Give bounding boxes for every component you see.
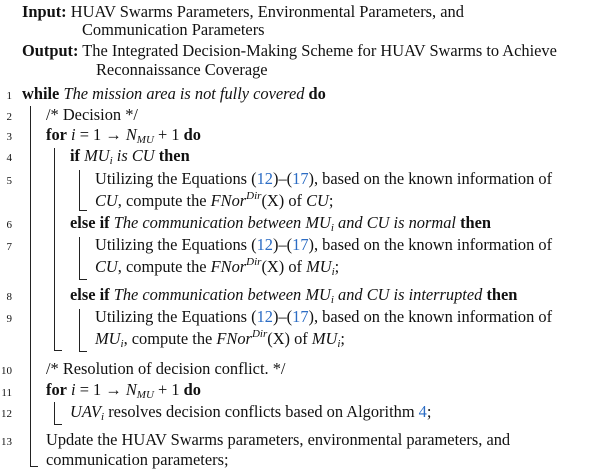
else-if-interrupted-line: else if The communication between $MU_i$ and CU is interrupted then (70, 285, 518, 306)
eq17-link[interactable]: 17 (292, 169, 309, 188)
line-number: 11 (1, 387, 12, 399)
input-line-2: Communication Parameters (82, 20, 265, 39)
for1-block-line (54, 148, 55, 350)
eq12-link[interactable]: 12 (256, 235, 273, 254)
eq12-link[interactable]: 12 (256, 307, 273, 326)
else-if-normal-line: else if The communication between $MU_i$ and CU is normal then (70, 213, 492, 234)
for2-block-line (54, 402, 55, 424)
output-line (22, 41, 557, 61)
for-line-2: for $i = 1 \to N_{MU} + 1$ do (46, 380, 201, 401)
line-number: 6 (6, 219, 12, 231)
output-label: Output: (22, 41, 79, 60)
algorithm4-link[interactable]: 4 (418, 402, 427, 421)
if-body-end (79, 210, 87, 211)
elseif-interrupted-body-end (79, 351, 87, 352)
line-number: 7 (6, 241, 12, 253)
eq17-link[interactable]: 17 (292, 235, 309, 254)
while-block-line (30, 106, 31, 466)
output-line-2: Reconnaissance Coverage (96, 60, 268, 79)
utilize-line-9a: Utilizing the Equations (12)–(17), based on the known information of (95, 307, 553, 326)
output-text: The Integrated Decision-Making Scheme for HUAV Swarms to Achieve (82, 41, 557, 60)
elseif-normal-body-end (79, 279, 87, 280)
line-number: 3 (6, 131, 12, 143)
for2-block-end (54, 424, 62, 425)
conflict-comment: /* Resolution of decision conflict. */ (46, 359, 286, 378)
line-number: 8 (6, 291, 12, 303)
utilize-line-5a: Utilizing the Equations (12)–(17), based on the known information of (95, 169, 553, 188)
for-line-1: for $i = 1 \to N_{MU} + 1$ do (46, 125, 201, 146)
resolve-line: $UAV_i$ resolves decision conflicts based on Algorithm 4; (70, 402, 432, 423)
input-label: Input: (22, 2, 67, 21)
utilize-line-7a: Utilizing the Equations (12)–(17), based on the known information of (95, 235, 553, 254)
utilize-line-7b: CU, compute the FNor$^{Dir}$(X) of $MU_i$; (95, 256, 340, 278)
line-number: 9 (6, 313, 12, 325)
utilize-line-5b: CU, compute the FNor$^{Dir}$(X) of CU; (95, 190, 334, 210)
eq17-link[interactable]: 17 (292, 307, 309, 326)
input-line (22, 2, 464, 22)
for1-block-end (54, 350, 62, 351)
while-line: while The mission area is not fully covered do (22, 84, 326, 103)
line-number: 10 (1, 365, 12, 377)
line-number: 2 (6, 111, 12, 123)
line-number: 5 (6, 175, 12, 187)
while-block-end (30, 466, 38, 467)
utilize-line-9b: $MU_i$, compute the FNor$^{Dir}$(X) of $MU_i$; (95, 328, 345, 350)
if-body-line (79, 170, 80, 210)
decision-comment: /* Decision */ (46, 105, 138, 124)
update-line-2: communication parameters; (46, 450, 229, 469)
line-number: 13 (1, 436, 12, 448)
elseif-normal-body-line (79, 237, 80, 279)
eq12-link[interactable]: 12 (256, 169, 273, 188)
line-number: 1 (6, 90, 12, 102)
if-line: if $MU_i$ is CU then (70, 146, 190, 167)
input-text: HUAV Swarms Parameters, Environmental Parameters, and (70, 2, 464, 21)
line-number: 12 (1, 408, 12, 420)
elseif-interrupted-body-line (79, 309, 80, 351)
update-line-1: Update the HUAV Swarms parameters, environmental parameters, and (46, 430, 511, 449)
line-number: 4 (6, 152, 12, 164)
